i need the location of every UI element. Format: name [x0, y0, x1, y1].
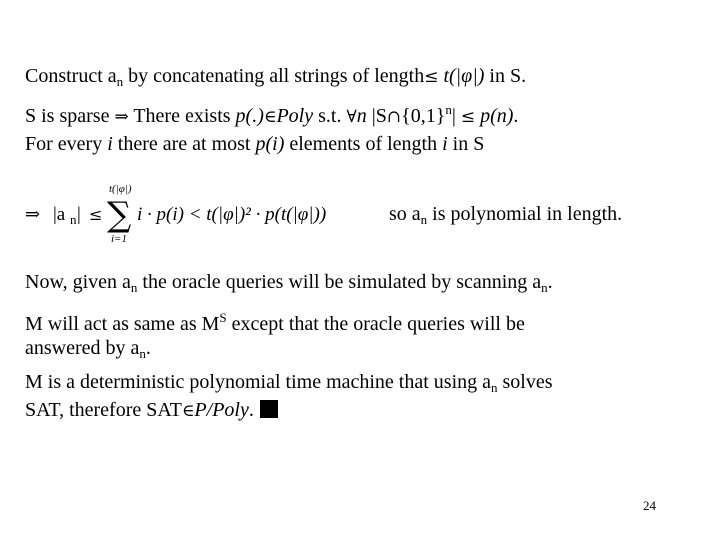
text: in S	[447, 133, 485, 155]
leq-symbol: ≤	[460, 107, 476, 127]
element-of-symbol: ∈	[263, 107, 277, 127]
subscript: n	[139, 346, 146, 361]
text-line-2	[25, 98, 518, 129]
text: Now, given a	[25, 271, 131, 293]
implies-symbol: ⇒	[25, 204, 41, 225]
text: Construct a	[25, 65, 117, 87]
sum-upper-limit: t(|φ|)	[109, 183, 132, 195]
math-text: p(i)	[255, 133, 285, 155]
text: .	[513, 105, 519, 127]
text: answered by a	[25, 337, 140, 359]
subscript: n	[130, 280, 138, 295]
text: SAT, therefore SAT	[25, 399, 182, 421]
text: the oracle queries will be simulated by scanning a	[137, 271, 542, 293]
math-text: p(n)	[475, 105, 514, 127]
superscript: S	[219, 310, 227, 325]
text: s.t.	[313, 105, 347, 127]
subscript: n	[70, 212, 77, 227]
forall-symbol: ∀	[346, 107, 357, 127]
math-text: n	[356, 105, 367, 127]
text: in S.	[484, 65, 527, 87]
math-text: p(.)	[235, 105, 264, 127]
math-text: i	[442, 133, 448, 155]
element-of-symbol: ∈	[181, 401, 195, 421]
intersection-symbol: ∩	[386, 107, 402, 127]
qed-square-icon	[260, 400, 278, 418]
text: |S	[366, 105, 387, 127]
text: For every	[25, 133, 108, 155]
text: S is sparse	[25, 105, 115, 127]
text-line-1	[25, 64, 526, 94]
text: {0,1}	[401, 105, 446, 127]
leq-symbol: ≤	[89, 205, 103, 224]
text-line-6	[25, 306, 525, 336]
text: solves	[497, 371, 553, 393]
text: There exists	[128, 105, 236, 127]
subscript: n	[541, 280, 548, 295]
text: |	[451, 105, 461, 127]
summation-formula	[25, 182, 385, 244]
abs-open: |a	[53, 204, 66, 225]
sum-lower-limit: i=1	[111, 233, 127, 244]
math-text: t(|φ|)	[438, 65, 485, 87]
math-text: P/Poly	[194, 399, 249, 421]
math-text: Poly	[276, 105, 314, 127]
subscript: n	[116, 74, 124, 89]
text: is polynomial in length.	[427, 203, 623, 225]
page-number: 24	[643, 498, 656, 513]
implies-symbol: ⇒	[114, 107, 129, 127]
formula-conclusion	[389, 202, 622, 232]
text-line-7	[25, 336, 151, 366]
abs-close: |	[77, 204, 81, 225]
math-text: i	[107, 133, 113, 155]
text: there are at most	[112, 133, 256, 155]
subscript: n	[491, 380, 498, 395]
sum-body: i · p(i) < t(|φ|)² · p(t(|φ|))	[137, 204, 327, 225]
text: except that the oracle queries will be	[226, 313, 525, 335]
sigma-symbol: ∑	[107, 195, 132, 235]
text-line-3	[25, 132, 484, 156]
text: .	[547, 271, 553, 293]
subscript: n	[420, 212, 428, 227]
text: M is a deterministic polynomial time machine that using a	[25, 371, 492, 393]
text-line-8	[25, 370, 553, 400]
superscript: n	[445, 102, 452, 117]
text: by concatenating all strings of length	[123, 65, 425, 87]
text-line-5	[25, 270, 553, 300]
text: M will act as same as M	[25, 313, 220, 335]
text: so a	[389, 203, 421, 225]
leq-symbol: ≤	[424, 67, 439, 87]
text-line-9	[25, 398, 278, 423]
text: elements of length	[284, 133, 443, 155]
text: .	[248, 399, 254, 421]
text: .	[145, 337, 151, 359]
